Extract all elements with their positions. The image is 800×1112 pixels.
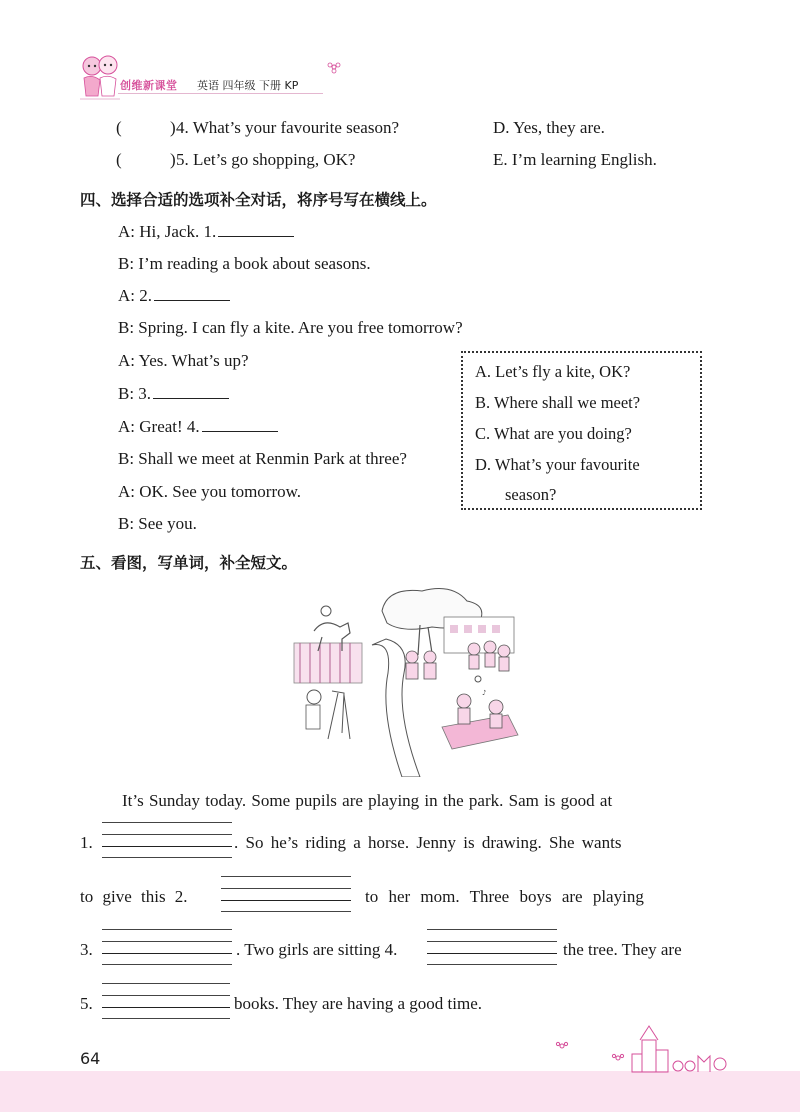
- section-4-title: 四、选择合适的选项补全对话，将序号写在横线上。: [80, 191, 437, 209]
- dialogue-line-5: A: Yes. What’s up?: [118, 351, 249, 370]
- dialogue-line-9: A: OK. See you tomorrow.: [118, 482, 302, 501]
- dialogue-line-3: A: 2.: [118, 286, 230, 306]
- passage-line-4-end: the tree. They are: [563, 940, 682, 959]
- writing-grid-5[interactable]: [102, 983, 230, 1019]
- option-a: A. Let’s fly a kite, OK?: [475, 362, 631, 381]
- dialogue-line-2: B: I’m reading a book about seasons.: [118, 254, 371, 273]
- passage-line-3b: to her mom. Three boys are playing: [365, 887, 644, 906]
- option-c: C. What are you doing?: [475, 424, 632, 443]
- match-close-5: ): [170, 150, 176, 169]
- answer-blank-3[interactable]: [153, 385, 229, 399]
- match-paren-5: (: [116, 150, 122, 169]
- mascot-logo-icon: [78, 52, 122, 102]
- page-number: 64: [80, 1049, 101, 1068]
- match-close-4: ): [170, 118, 176, 137]
- option-d: D. What’s your favourite: [475, 455, 640, 474]
- passage-line-2: . So he’s riding a horse. Jenny is drawing. She wants: [234, 833, 622, 852]
- dialogue-line-10: B: See you.: [118, 514, 197, 533]
- match-answer-d: D. Yes, they are.: [493, 118, 605, 137]
- answer-blank-1[interactable]: [218, 223, 294, 237]
- match-paren-4: (: [116, 118, 122, 137]
- match-question-4: 4. What’s your favourite season?: [176, 118, 399, 137]
- option-d-continued: season?: [505, 485, 557, 504]
- dialogue-line-7: A: Great! 4.: [118, 417, 278, 437]
- writing-grid-4[interactable]: [427, 929, 557, 965]
- dialogue-line-1: A: Hi, Jack. 1.: [118, 222, 294, 242]
- section-5-title: 五、看图，写单词，补全短文。: [80, 554, 298, 572]
- book-info: 英语 四年级 下册 KP: [197, 79, 299, 92]
- passage-num-1: 1.: [80, 833, 93, 852]
- passage-line-5: books. They are having a good time.: [234, 994, 483, 1013]
- match-answer-e: E. I’m learning English.: [493, 150, 657, 169]
- passage-line-4: . Two girls are sitting 4.: [236, 940, 398, 959]
- flower-icon: [326, 60, 342, 74]
- passage-line-1: It’s Sunday today. Some pupils are playing in the park. Sam is good at: [122, 791, 613, 810]
- footer-band: [0, 1071, 800, 1112]
- dialogue-line-8: B: Shall we meet at Renmin Park at three?: [118, 449, 407, 468]
- brand-name: 创维新课堂: [120, 79, 178, 92]
- passage-num-5: 5.: [80, 994, 93, 1013]
- options-box: [461, 351, 702, 510]
- writing-grid-1[interactable]: [102, 822, 232, 858]
- answer-blank-4[interactable]: [202, 418, 278, 432]
- svg-text:♪: ♪: [482, 689, 487, 697]
- writing-grid-3[interactable]: [102, 929, 232, 965]
- match-question-5: 5. Let’s go shopping, OK?: [176, 150, 356, 169]
- answer-blank-2[interactable]: [154, 287, 230, 301]
- castle-decoration-icon: [548, 1020, 800, 1074]
- dialogue-line-4: B: Spring. I can fly a kite. Are you free tomorrow?: [118, 318, 463, 337]
- option-b: B. Where shall we meet?: [475, 393, 641, 412]
- passage-line-3a: to give this 2.: [80, 887, 188, 906]
- writing-grid-2[interactable]: [221, 876, 351, 912]
- passage-num-3: 3.: [80, 940, 93, 959]
- header-divider: [118, 93, 323, 94]
- dialogue-line-6: B: 3.: [118, 384, 229, 404]
- park-scene-illustration: [292, 583, 528, 777]
